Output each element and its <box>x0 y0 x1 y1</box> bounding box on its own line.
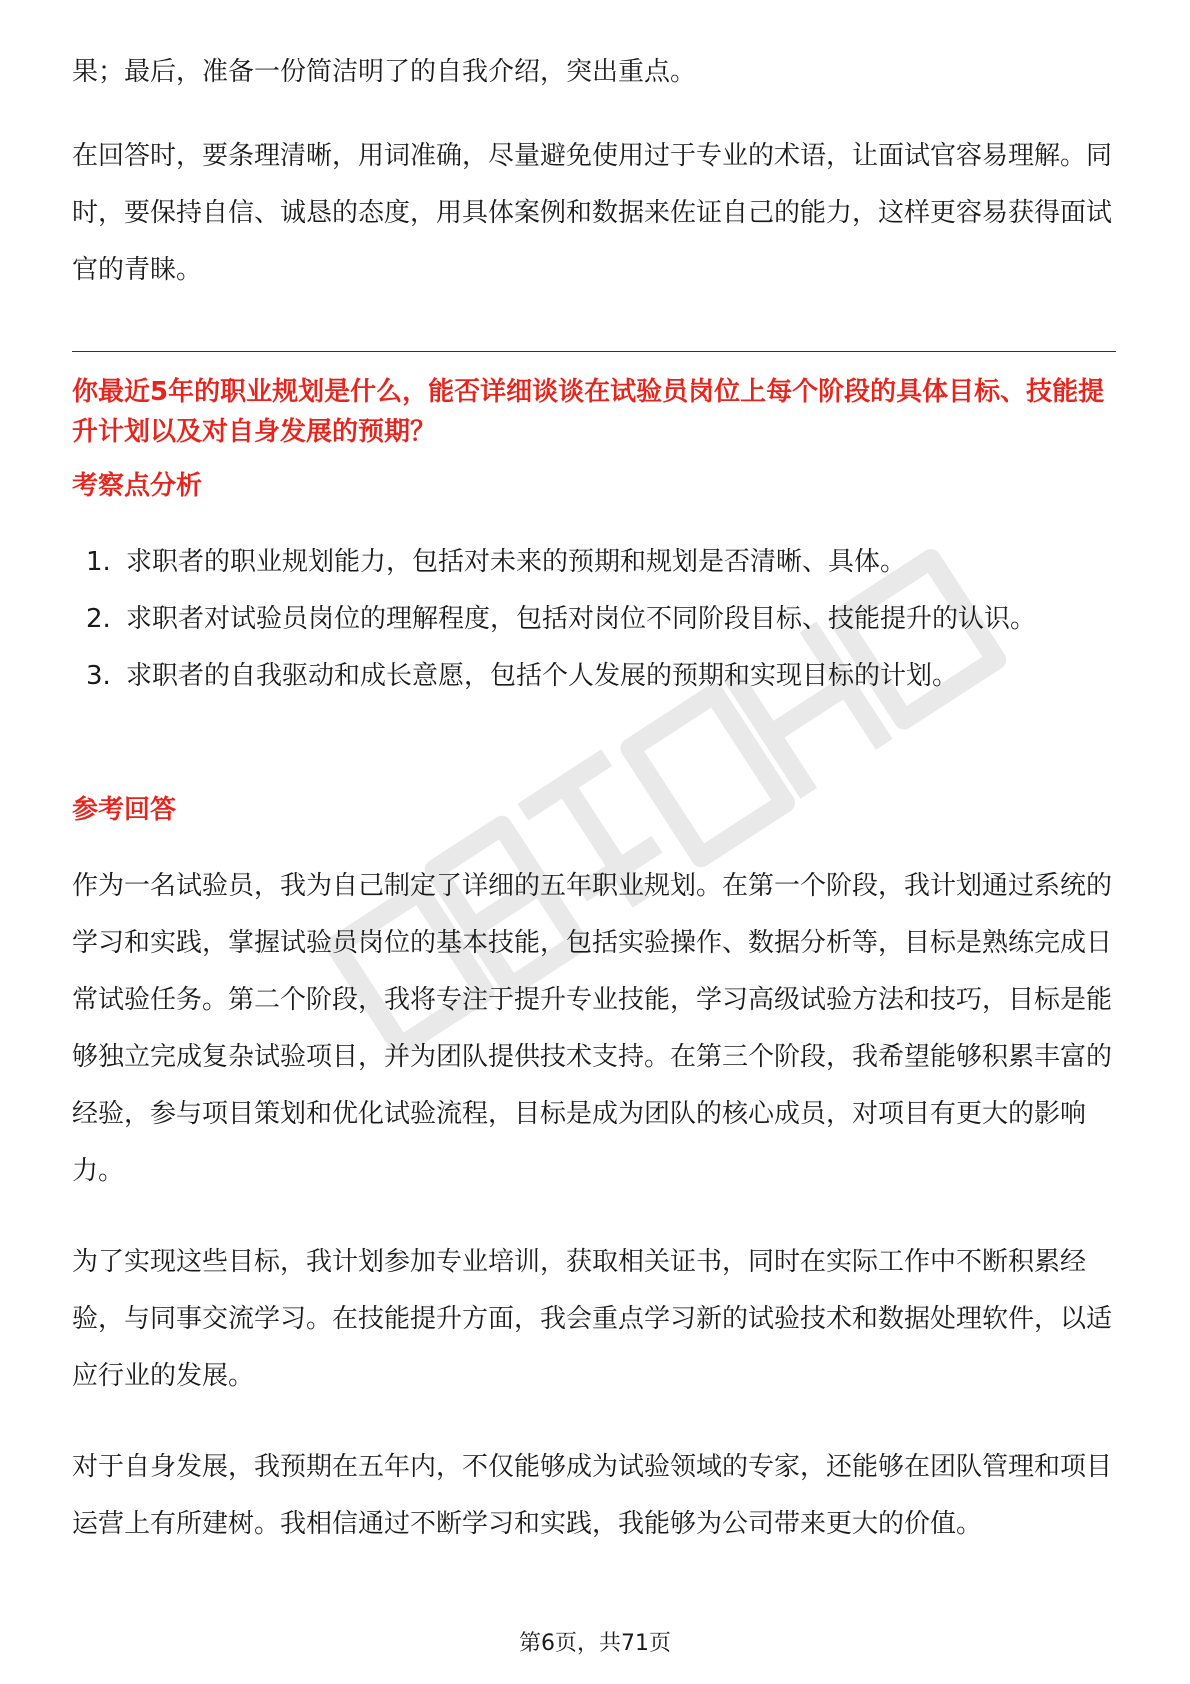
paragraph-advice: 在回答时，要条理清晰，用词准确，尽量避免使用过于专业的术语，让面试官容易理解。同时，要保持自信、诚恳的态度，用具体案例和数据来佐证自己的能力，这样更容易获得面试官的青睐。 <box>72 141 1113 285</box>
list-item <box>72 648 1116 705</box>
list-item-number: 1. <box>86 547 111 577</box>
list-item <box>72 591 1116 648</box>
answer-paragraph: 对于自身发展，我预期在五年内，不仅能够成为试验领域的专家，还能够在团队管理和项目运营上有所建树。我相信通过不断学习和实践，我能够为公司带来更大的价值。 <box>72 1452 1113 1539</box>
section-divider <box>72 351 1116 352</box>
list-item-number: 3. <box>86 661 111 691</box>
answer-paragraph: 作为一名试验员，我为自己制定了详细的五年职业规划。在第一个阶段，我计划通过系统的学习和实践，掌握试验员岗位的基本技能，包括实验操作、数据分析等，目标是熟练完成日常试验任务。第二个阶段，我将专注于提升专业技能，学习高级试验方法和技巧，目标是能够独立完成复杂试验项目，并为团队提供技术支持。在第三个阶段，我希望能够积累丰富的经验，参与项目策划和优化试验流程，目标是成为团队的核心成员，对项目有更大的影响力。 <box>72 871 1113 1186</box>
analysis-heading: 考察点分析 <box>72 471 203 501</box>
answer-paragraph: 为了实现这些目标，我计划参加专业培训，获取相关证书，同时在实际工作中不断积累经验，与同事交流学习。在技能提升方面，我会重点学习新的试验技术和数据处理软件，以适应行业的发展。 <box>72 1247 1113 1391</box>
list-item-text: 求职者的职业规划能力，包括对未来的预期和规划是否清晰、具体。 <box>126 547 907 577</box>
answer-heading: 参考回答 <box>72 795 177 825</box>
list-item <box>72 534 1116 591</box>
analysis-list <box>72 534 1116 705</box>
page-number: 第6页，共71页 <box>519 1631 671 1656</box>
list-item-text: 求职者对试验员岗位的理解程度，包括对岗位不同阶段目标、技能提升的认识。 <box>126 604 1037 634</box>
paragraph-continued: 果；最后，准备一份简洁明了的自我介绍，突出重点。 <box>72 57 697 87</box>
list-item-number: 2. <box>86 604 111 634</box>
list-item-text: 求职者的自我驱动和成长意愿，包括个人发展的预期和实现目标的计划。 <box>126 661 959 691</box>
question-heading: 你最近5年的职业规划是什么，能否详细谈谈在试验员岗位上每个阶段的具体目标、技能提升计划以及对自身发展的预期？ <box>72 377 1105 447</box>
